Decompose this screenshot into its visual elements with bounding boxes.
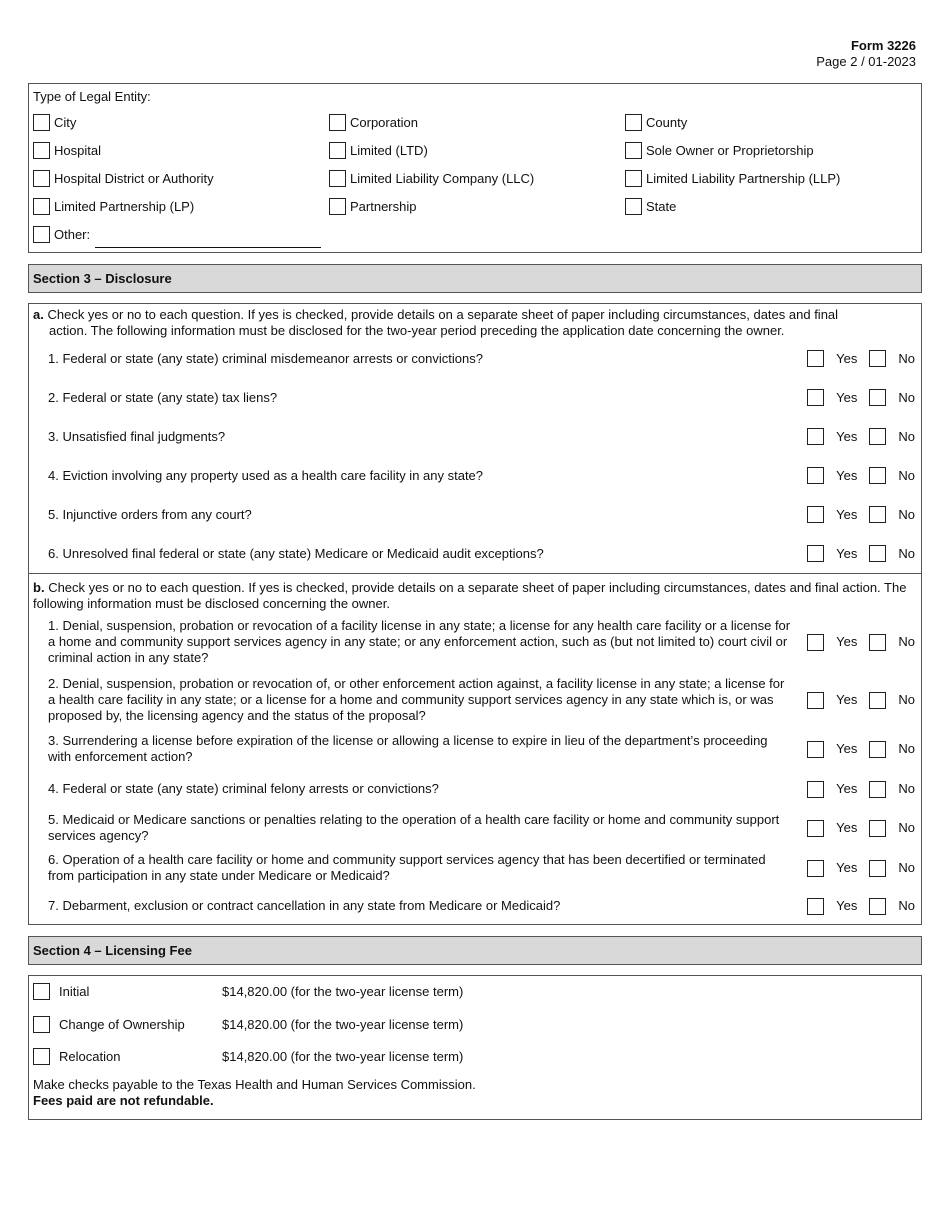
legal-entity-box [28, 83, 922, 253]
question-row [29, 726, 921, 772]
no-checkbox[interactable] [869, 898, 886, 915]
fee-amount: $14,820.00 (for the two-year license term) [222, 1016, 464, 1032]
checkbox[interactable] [33, 170, 50, 187]
yes-label: Yes [836, 820, 858, 835]
fee-row-initial[interactable] [33, 983, 463, 1000]
no-checkbox[interactable] [869, 781, 886, 798]
fee-label: Change of Ownership [59, 1016, 185, 1032]
yes-label: Yes [836, 350, 858, 366]
part-a-prefix: a. [33, 307, 44, 322]
no-label: No [898, 545, 915, 561]
entity-hospital-district[interactable] [33, 170, 214, 187]
fee-amount: $14,820.00 (for the two-year license term) [222, 1048, 464, 1064]
no-label: No [898, 389, 915, 405]
question-text: 6. Operation of a health care facility or home and community support services agency that has been decertified or terminated from participation in any state under Medicare or Medicaid? [48, 852, 766, 883]
question-row [29, 850, 921, 886]
checkbox[interactable] [33, 1016, 50, 1033]
question-row [29, 674, 921, 726]
entity-city[interactable] [33, 114, 76, 131]
part-a-intro-line1: Check yes or no to each question. If yes is checked, provide details on a separate sheet of paper including circumstances, dates and final [47, 307, 839, 322]
question-row [29, 610, 921, 674]
form-header [816, 38, 916, 70]
question-row [29, 534, 921, 573]
yes-label: Yes [836, 898, 858, 913]
section-4-header: Section 4 – Licensing Fee [28, 936, 922, 965]
checkbox[interactable] [33, 983, 50, 1000]
section-3-header: Section 3 – Disclosure [28, 264, 922, 293]
yes-label: Yes [836, 389, 858, 405]
option-label: Hospital District or Authority [54, 170, 214, 186]
yes-no-group [813, 389, 915, 406]
no-label: No [898, 467, 915, 483]
yes-no-group [813, 781, 915, 798]
option-label: County [646, 114, 688, 130]
yes-checkbox[interactable] [807, 389, 824, 406]
other-input[interactable] [95, 247, 321, 248]
yes-checkbox[interactable] [807, 781, 824, 798]
yes-no-group [813, 467, 915, 484]
yes-checkbox[interactable] [807, 741, 824, 758]
no-label: No [898, 741, 915, 756]
yes-label: Yes [836, 860, 858, 875]
no-checkbox[interactable] [869, 860, 886, 877]
question-text: 4. Eviction involving any property used as a health care facility in any state? [48, 467, 484, 483]
yes-label: Yes [836, 506, 858, 522]
page-info: Page 2 / 01-2023 [816, 54, 916, 69]
form-number: Form 3226 [850, 38, 916, 53]
yes-label: Yes [836, 467, 858, 483]
option-label: City [54, 114, 77, 130]
question-row [29, 495, 921, 534]
yes-checkbox[interactable] [807, 820, 824, 837]
option-label: Hospital [54, 142, 101, 158]
option-label: Other: [54, 226, 91, 242]
checkbox[interactable] [33, 114, 50, 131]
no-label: No [898, 692, 915, 707]
question-row [29, 886, 921, 926]
checkbox[interactable] [33, 198, 50, 215]
option-label: Limited Liability Partnership (LLP) [646, 170, 841, 186]
part-a-intro-line2: action. The following information must be disclosed for the two-year period preceding the application date concerning the owner. [49, 323, 785, 338]
yes-no-group [813, 820, 915, 837]
no-checkbox[interactable] [869, 350, 886, 367]
yes-checkbox[interactable] [807, 506, 824, 523]
question-row [29, 417, 921, 456]
option-label: Partnership [350, 198, 417, 214]
entity-other[interactable] [33, 226, 90, 243]
checkbox[interactable] [625, 198, 642, 215]
no-checkbox[interactable] [869, 389, 886, 406]
checkbox[interactable] [33, 142, 50, 159]
refund-notice: Fees paid are not refundable. [33, 1093, 214, 1108]
legal-entity-label: Type of Legal Entity: [33, 89, 151, 104]
yes-checkbox[interactable] [807, 428, 824, 445]
no-checkbox[interactable] [869, 428, 886, 445]
no-label: No [898, 634, 915, 649]
payment-instructions: Make checks payable to the Texas Health and Human Services Commission. [33, 1077, 476, 1092]
fee-label: Initial [59, 983, 90, 999]
entity-sole-owner[interactable] [625, 142, 814, 159]
option-label: Corporation [350, 114, 418, 130]
question-row [29, 456, 921, 495]
checkbox[interactable] [625, 142, 642, 159]
question-text: 3. Unsatisfied final judgments? [48, 428, 226, 444]
disclosure-box [28, 303, 922, 925]
no-checkbox[interactable] [869, 634, 886, 651]
no-checkbox[interactable] [869, 545, 886, 562]
checkbox[interactable] [625, 114, 642, 131]
yes-checkbox[interactable] [807, 545, 824, 562]
yes-label: Yes [836, 545, 858, 561]
option-label: Limited Partnership (LP) [54, 198, 195, 214]
yes-label: Yes [836, 781, 858, 796]
checkbox[interactable] [329, 170, 346, 187]
checkbox[interactable] [33, 226, 50, 243]
no-checkbox[interactable] [869, 741, 886, 758]
yes-checkbox[interactable] [807, 350, 824, 367]
question-row [29, 772, 921, 806]
entity-llp[interactable] [625, 170, 840, 187]
yes-no-group [813, 860, 915, 877]
question-text: 6. Unresolved final federal or state (any state) Medicare or Medicaid audit exceptions? [48, 545, 544, 561]
yes-no-group [813, 692, 915, 709]
question-row [29, 339, 921, 378]
question-text: 4. Federal or state (any state) criminal felony arrests or convictions? [48, 781, 439, 796]
entity-llc[interactable] [329, 170, 534, 187]
entity-hospital[interactable] [33, 142, 101, 159]
fee-row-change-of-ownership[interactable] [33, 1016, 463, 1033]
entity-limited[interactable] [329, 142, 428, 159]
yes-checkbox[interactable] [807, 860, 824, 877]
option-label: Sole Owner or Proprietorship [646, 142, 814, 158]
no-label: No [898, 898, 915, 913]
checkbox[interactable] [33, 1048, 50, 1065]
question-text: 5. Injunctive orders from any court? [48, 506, 252, 522]
no-label: No [898, 860, 915, 875]
question-text: 3. Surrendering a license before expiration of the license or allowing a license to expire in lieu of the department’s proceeding with enforcement action? [48, 733, 768, 764]
yes-no-group [813, 545, 915, 562]
yes-checkbox[interactable] [807, 692, 824, 709]
checkbox[interactable] [329, 198, 346, 215]
checkbox[interactable] [625, 170, 642, 187]
option-label: State [646, 198, 677, 214]
no-label: No [898, 506, 915, 522]
question-text: 2. Denial, suspension, probation or revocation of, or other enforcement action against, a facility license in any state; a license for a health care facility in any state; or a license for a home and community support services agency in any state which is, or was proposed by, the licensing agency and the status of the proposal? [48, 676, 785, 723]
entity-lp[interactable] [33, 198, 194, 215]
yes-no-group [813, 428, 915, 445]
option-label: Limited (LTD) [350, 142, 428, 158]
part-b-prefix: b. [33, 580, 45, 595]
entity-state[interactable] [625, 198, 676, 215]
yes-checkbox[interactable] [807, 467, 824, 484]
question-row [29, 806, 921, 850]
yes-label: Yes [836, 428, 858, 444]
entity-corporation[interactable] [329, 114, 418, 131]
part-b-intro: Check yes or no to each question. If yes is checked, provide details on a separate sheet of paper including circumstances, dates and final action. The following information must be disclosed concerning the owner. [33, 580, 907, 611]
question-text: 1. Federal or state (any state) criminal misdemeanor arrests or convictions? [48, 350, 483, 366]
no-checkbox[interactable] [869, 692, 886, 709]
entity-partnership[interactable] [329, 198, 416, 215]
part-a-intro [29, 304, 921, 339]
fee-row-relocation[interactable] [33, 1048, 463, 1065]
yes-label: Yes [836, 692, 858, 707]
yes-label: Yes [836, 741, 858, 756]
question-row [29, 378, 921, 417]
no-label: No [898, 350, 915, 366]
no-checkbox[interactable] [869, 506, 886, 523]
checkbox[interactable] [329, 114, 346, 131]
yes-no-group [813, 898, 915, 915]
no-label: No [898, 781, 915, 796]
checkbox[interactable] [329, 142, 346, 159]
fee-amount: $14,820.00 (for the two-year license term) [222, 983, 464, 999]
no-label: No [898, 820, 915, 835]
entity-county[interactable] [625, 114, 687, 131]
yes-checkbox[interactable] [807, 898, 824, 915]
question-text: 5. Medicaid or Medicare sanctions or penalties relating to the operation of a health care facility or home and community support services agency? [48, 812, 780, 843]
payment-note [33, 1077, 476, 1109]
fee-label: Relocation [59, 1048, 121, 1064]
question-text: 7. Debarment, exclusion or contract cancellation in any state from Medicare or Medicaid? [48, 898, 561, 913]
yes-no-group [813, 350, 915, 367]
licensing-fee-box [28, 975, 922, 1120]
yes-no-group [813, 506, 915, 523]
no-checkbox[interactable] [869, 467, 886, 484]
yes-no-group [813, 741, 915, 758]
question-text: 2. Federal or state (any state) tax liens? [48, 389, 278, 405]
yes-checkbox[interactable] [807, 634, 824, 651]
yes-label: Yes [836, 634, 858, 649]
no-label: No [898, 428, 915, 444]
no-checkbox[interactable] [869, 820, 886, 837]
yes-no-group [813, 634, 915, 651]
question-text: 1. Denial, suspension, probation or revocation of a facility license in any state; a license for any health care facility or a license for a home and community support services agency in any state; or any enforcement action, such as (but not limited to) court civil or criminal action in any state? [48, 618, 791, 665]
option-label: Limited Liability Company (LLC) [350, 170, 535, 186]
